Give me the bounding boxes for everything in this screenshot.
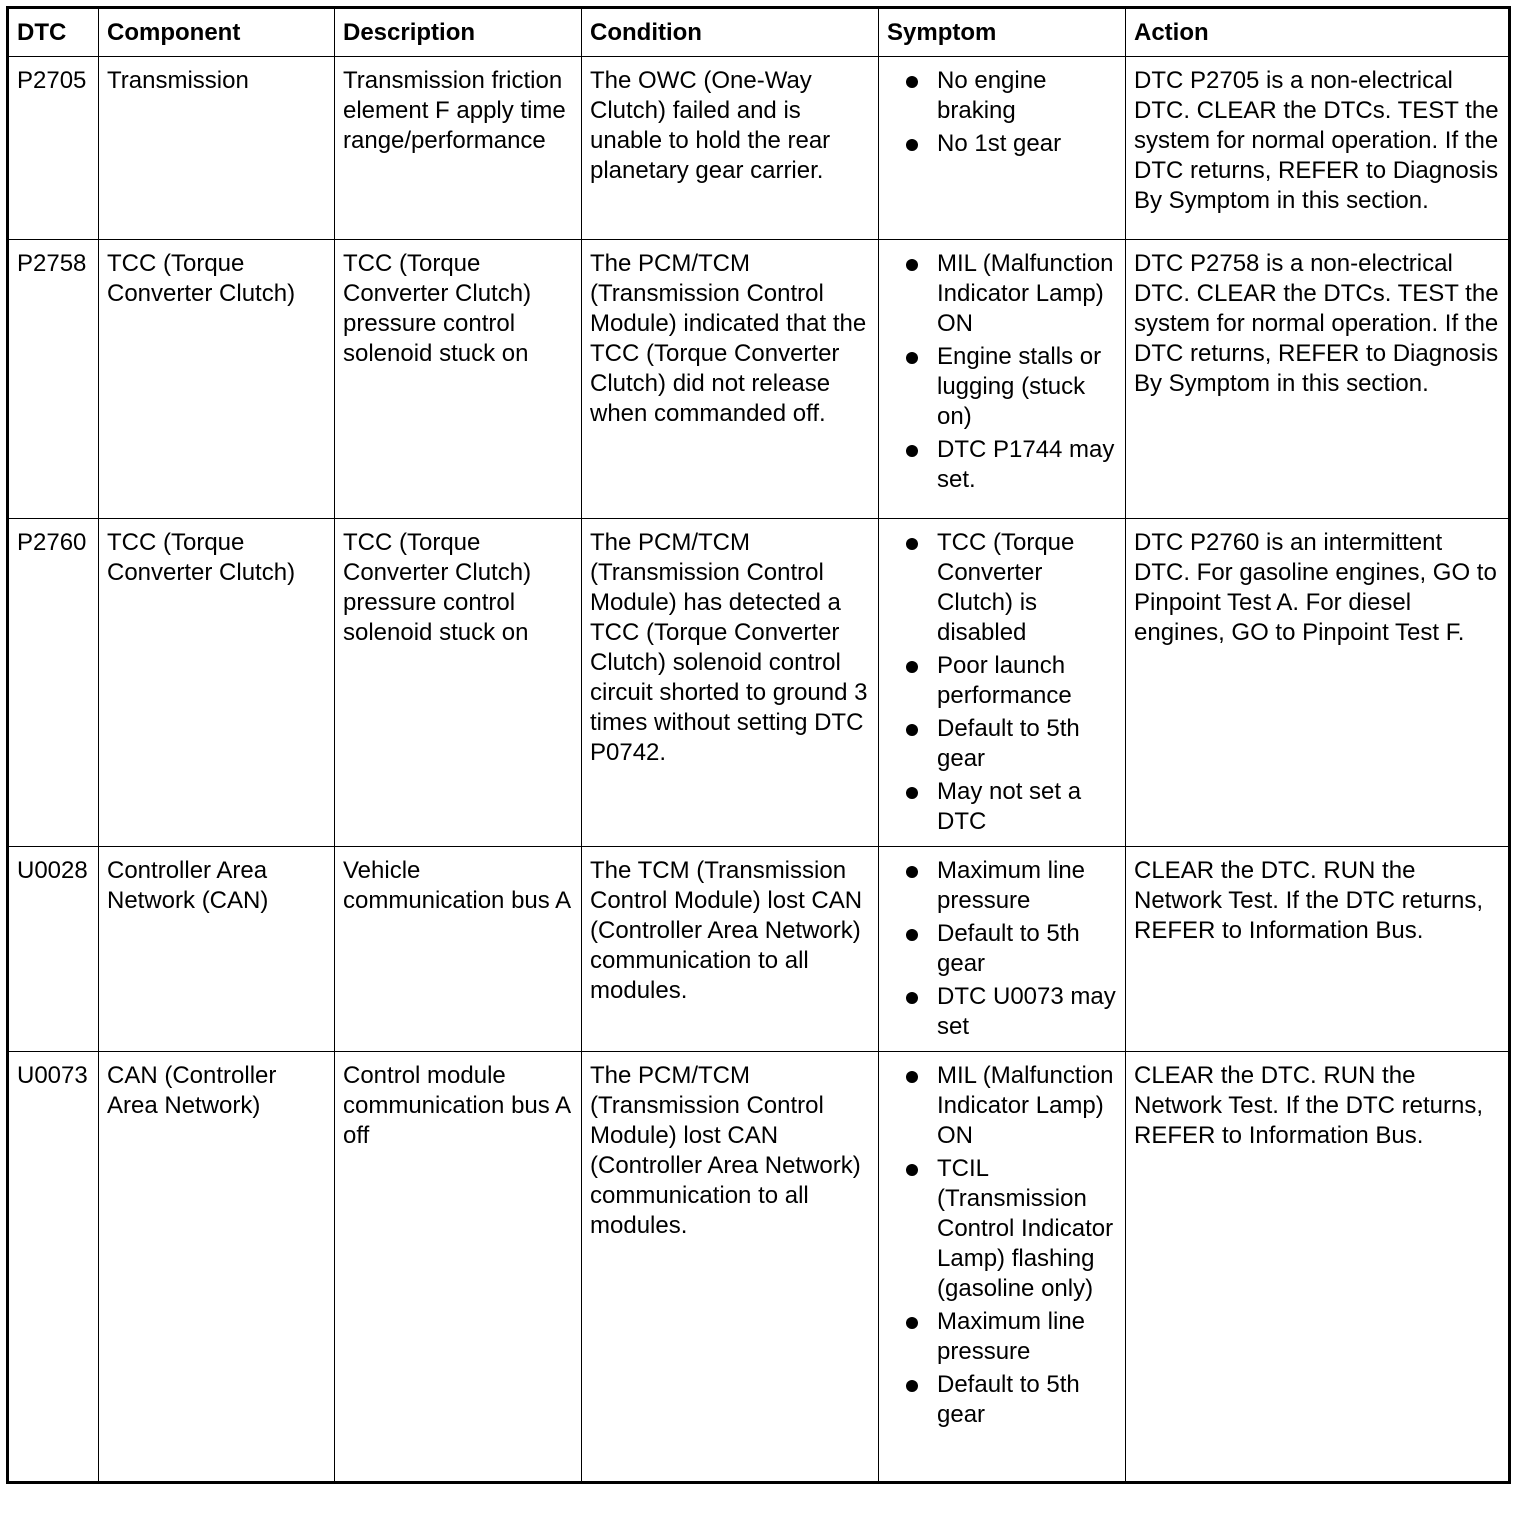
- cell-symptom: [879, 240, 1126, 519]
- table-row: [8, 57, 1510, 240]
- cell-component: TCC (Torque Converter Clutch): [99, 240, 335, 519]
- symptom-item: DTC P1744 may set.: [887, 435, 1118, 495]
- cell-dtc: U0028: [8, 847, 99, 1052]
- cell-symptom: [879, 847, 1126, 1052]
- dtc-table-container: [6, 6, 1511, 1484]
- cell-description: Control module communication bus A off: [335, 1052, 582, 1483]
- cell-action: CLEAR the DTC. RUN the Network Test. If the DTC returns, REFER to Information Bus.: [1126, 847, 1510, 1052]
- header-description: Description: [335, 8, 582, 57]
- symptom-list: [887, 249, 1118, 495]
- cell-component: Transmission: [99, 57, 335, 240]
- cell-condition: The TCM (Transmission Control Module) lost CAN (Controller Area Network) communication to all modules.: [582, 847, 879, 1052]
- cell-action: DTC P2760 is an intermittent DTC. For gasoline engines, GO to Pinpoint Test A. For diesel engines, GO to Pinpoint Test F.: [1126, 519, 1510, 847]
- symptom-item: Default to 5th gear: [887, 1370, 1118, 1430]
- header-component: Component: [99, 8, 335, 57]
- cell-component: Controller Area Network (CAN): [99, 847, 335, 1052]
- symptom-item: TCC (Torque Converter Clutch) is disabled: [887, 528, 1118, 648]
- symptom-item: No 1st gear: [887, 129, 1118, 159]
- cell-description: Transmission friction element F apply time range/performance: [335, 57, 582, 240]
- cell-condition: The OWC (One-Way Clutch) failed and is unable to hold the rear planetary gear carrier.: [582, 57, 879, 240]
- cell-symptom: [879, 57, 1126, 240]
- symptom-item: Engine stalls or lugging (stuck on): [887, 342, 1118, 432]
- symptom-item: MIL (Malfunction Indicator Lamp) ON: [887, 249, 1118, 339]
- dtc-table: [6, 6, 1511, 1484]
- header-row: [8, 8, 1510, 57]
- table-row: [8, 519, 1510, 847]
- cell-condition: The PCM/TCM (Transmission Control Module) has detected a TCC (Torque Converter Clutch) solenoid control circuit shorted to ground 3 times without setting DTC P0742.: [582, 519, 879, 847]
- cell-description: TCC (Torque Converter Clutch) pressure control solenoid stuck on: [335, 519, 582, 847]
- cell-dtc: P2758: [8, 240, 99, 519]
- symptom-list: [887, 1061, 1118, 1430]
- cell-component: CAN (Controller Area Network): [99, 1052, 335, 1483]
- cell-action: DTC P2705 is a non-electrical DTC. CLEAR the DTCs. TEST the system for normal operation. If the DTC returns, REFER to Diagnosis By Symptom in this section.: [1126, 57, 1510, 240]
- symptom-item: TCIL (Transmission Control Indicator Lamp) flashing (gasoline only): [887, 1154, 1118, 1304]
- symptom-list: [887, 528, 1118, 837]
- symptom-item: Default to 5th gear: [887, 919, 1118, 979]
- table-row: [8, 1052, 1510, 1483]
- cell-condition: The PCM/TCM (Transmission Control Module) lost CAN (Controller Area Network) communication to all modules.: [582, 1052, 879, 1483]
- cell-symptom: [879, 519, 1126, 847]
- symptom-list: [887, 856, 1118, 1042]
- header-action: Action: [1126, 8, 1510, 57]
- cell-action: DTC P2758 is a non-electrical DTC. CLEAR the DTCs. TEST the system for normal operation. If the DTC returns, REFER to Diagnosis By Symptom in this section.: [1126, 240, 1510, 519]
- header-condition: Condition: [582, 8, 879, 57]
- symptom-item: MIL (Malfunction Indicator Lamp) ON: [887, 1061, 1118, 1151]
- cell-condition: The PCM/TCM (Transmission Control Module) indicated that the TCC (Torque Converter Clutch) did not release when commanded off.: [582, 240, 879, 519]
- symptom-item: Maximum line pressure: [887, 856, 1118, 916]
- cell-symptom: [879, 1052, 1126, 1483]
- cell-action: CLEAR the DTC. RUN the Network Test. If the DTC returns, REFER to Information Bus.: [1126, 1052, 1510, 1483]
- symptom-list: [887, 66, 1118, 159]
- table-body: [8, 57, 1510, 1483]
- cell-dtc: P2760: [8, 519, 99, 847]
- header-dtc: DTC: [8, 8, 99, 57]
- symptom-item: No engine braking: [887, 66, 1118, 126]
- table-header: [8, 8, 1510, 57]
- cell-description: Vehicle communication bus A: [335, 847, 582, 1052]
- cell-dtc: U0073: [8, 1052, 99, 1483]
- table-row: [8, 847, 1510, 1052]
- symptom-item: Maximum line pressure: [887, 1307, 1118, 1367]
- table-row: [8, 240, 1510, 519]
- symptom-item: Default to 5th gear: [887, 714, 1118, 774]
- cell-dtc: P2705: [8, 57, 99, 240]
- header-symptom: Symptom: [879, 8, 1126, 57]
- symptom-item: Poor launch performance: [887, 651, 1118, 711]
- symptom-item: May not set a DTC: [887, 777, 1118, 837]
- cell-component: TCC (Torque Converter Clutch): [99, 519, 335, 847]
- symptom-item: DTC U0073 may set: [887, 982, 1118, 1042]
- cell-description: TCC (Torque Converter Clutch) pressure control solenoid stuck on: [335, 240, 582, 519]
